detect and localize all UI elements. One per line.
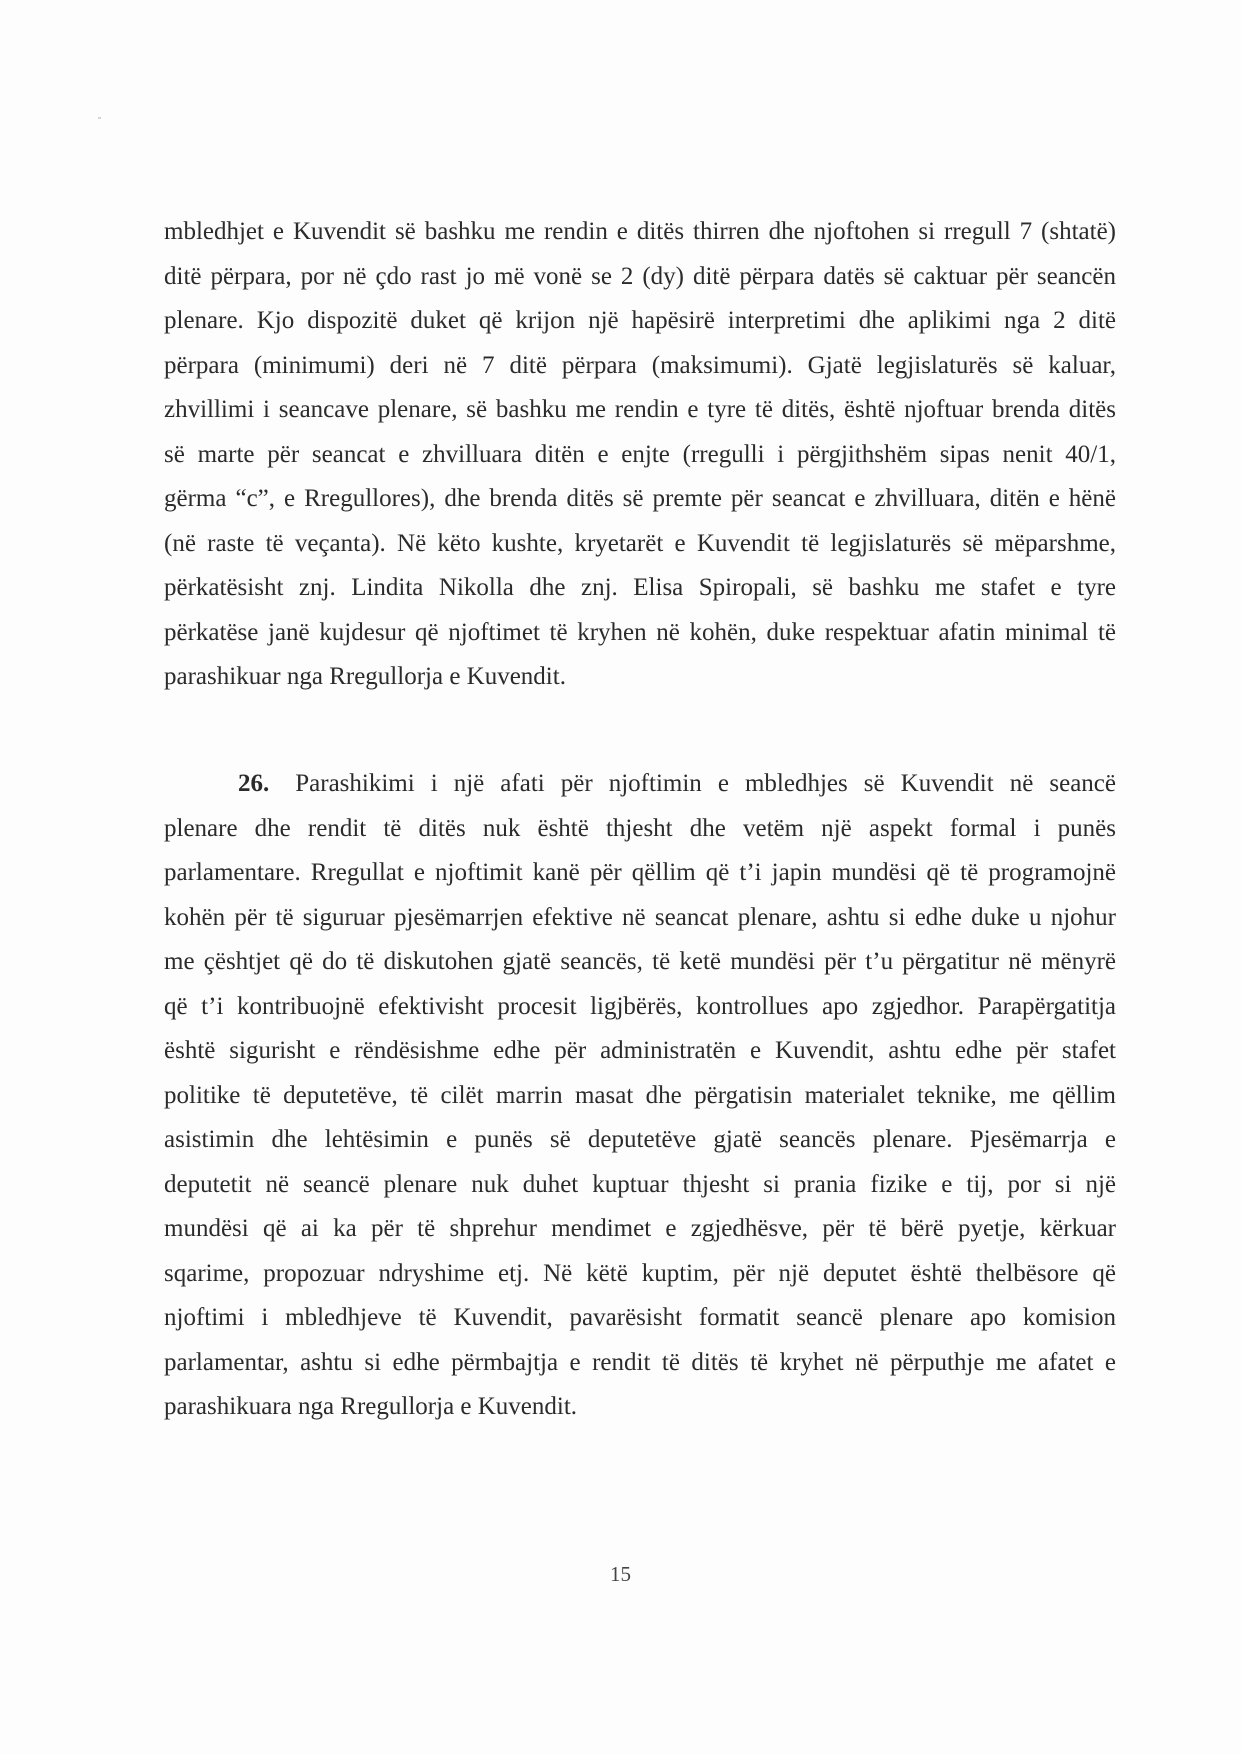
text-line: mundësi që ai ka për të shprehur mendimet e zgjedhësve, për të bërë pyetje, kërkuar: [164, 1215, 1116, 1242]
text-line: së marte për seancat e zhvilluara ditën e enjte (rregulli i përgjithshëm sipas nenit 40/1,: [164, 440, 1116, 468]
text-line: deputetit në seancë plenare nuk duhet kuptuar thjesht si prania fizike e tij, por si një: [164, 1170, 1116, 1198]
text-line: me çështjet që do të diskutohen gjatë seancës, të ketë mundësi për t’u përgatitur në mënyrë: [164, 948, 1116, 975]
scan-artifact: [98, 117, 101, 119]
text-line: kohën për të siguruar pjesëmarrjen efektive në seancat plenare, ashtu si edhe duke u njohur: [164, 903, 1116, 931]
text-line: përkatëse janë kujdesur që njoftimet të kryhen në kohën, duke respektuar afatin minimal të: [164, 618, 1116, 646]
text-line: asistimin dhe lehtësimin e punës së deputetëve gjatë seancës plenare. Pjesëmarrja e: [164, 1126, 1116, 1153]
text-line: parlamentare. Rregullat e njoftimit kanë për qëllim që t’i japin mundësi që të programojnë: [164, 859, 1116, 886]
paragraph-continued: [164, 210, 1116, 700]
text-line: përpara (minimumi) deri në 7 ditë përpara (maksimumi). Gjatë legjislaturës së kaluar,: [164, 351, 1116, 379]
text-line: plenare dhe rendit të ditës nuk është thjesht dhe vetëm një aspekt formal i punës: [164, 814, 1116, 842]
paragraph-first-line: [164, 762, 1116, 807]
text-line: përkatësisht znj. Lindita Nikolla dhe znj. Elisa Spiropali, së bashku me stafet e tyre: [164, 574, 1116, 601]
text-line: parlamentar, ashtu si edhe përmbajtja e rendit të ditës të kryhet në përputhje me afatet e: [164, 1348, 1116, 1376]
paragraph-number: 26.: [238, 770, 270, 797]
text-line: parashikuara nga Rregullorja e Kuvendit.: [164, 1393, 578, 1420]
text-line: gërma “c”, e Rregullores), dhe brenda ditës së premte për seancat e zhvilluara, ditën e hënë: [164, 485, 1116, 512]
text-line: ditë përpara, por në çdo rast jo më vonë se 2 (dy) ditë përpara datës së caktuar për seancën: [164, 262, 1116, 290]
text-line: zhvillimi i seancave plenare, së bashku me rendin e tyre të ditës, është njoftuar brenda ditës: [164, 396, 1116, 423]
text-line: Parashikimi i një afati për njoftimin e mbledhjes së Kuvendit në seancë: [295, 770, 1116, 797]
text-line: njoftimi i mbledhjeve të Kuvendit, pavarësisht formatit seancë plenare apo komision: [164, 1304, 1116, 1331]
text-line: (në raste të veçanta). Në këto kushte, kryetarët e Kuvendit të legjislaturës së mëparshme,: [164, 529, 1116, 557]
text-line: sqarime, propozuar ndryshime etj. Në këtë kuptim, për një deputet është thelbësore që: [164, 1259, 1116, 1287]
page-number: 15: [610, 1562, 631, 1586]
paragraph-26: [164, 762, 1116, 1430]
text-line: parashikuar nga Rregullorja e Kuvendit.: [164, 663, 566, 690]
text-line: mbledhjet e Kuvendit së bashku me rendin e ditës thirren dhe njoftohen si rregull 7 (shtatë): [164, 218, 1116, 245]
text-line: plenare. Kjo dispozitë duket që krijon një hapësirë interpretimi dhe aplikimi nga 2 ditë: [164, 307, 1116, 334]
text-line: politike të deputetëve, të cilët marrin masat dhe përgatisin materialet teknike, me qëllim: [164, 1081, 1116, 1109]
text-line: që t’i kontribuojnë efektivisht procesit ligjbërës, kontrollues apo zgjedhor. Parapërgatitja: [164, 992, 1116, 1020]
text-line: është sigurisht e rëndësishme edhe për administratën e Kuvendit, ashtu edhe për stafet: [164, 1037, 1116, 1064]
